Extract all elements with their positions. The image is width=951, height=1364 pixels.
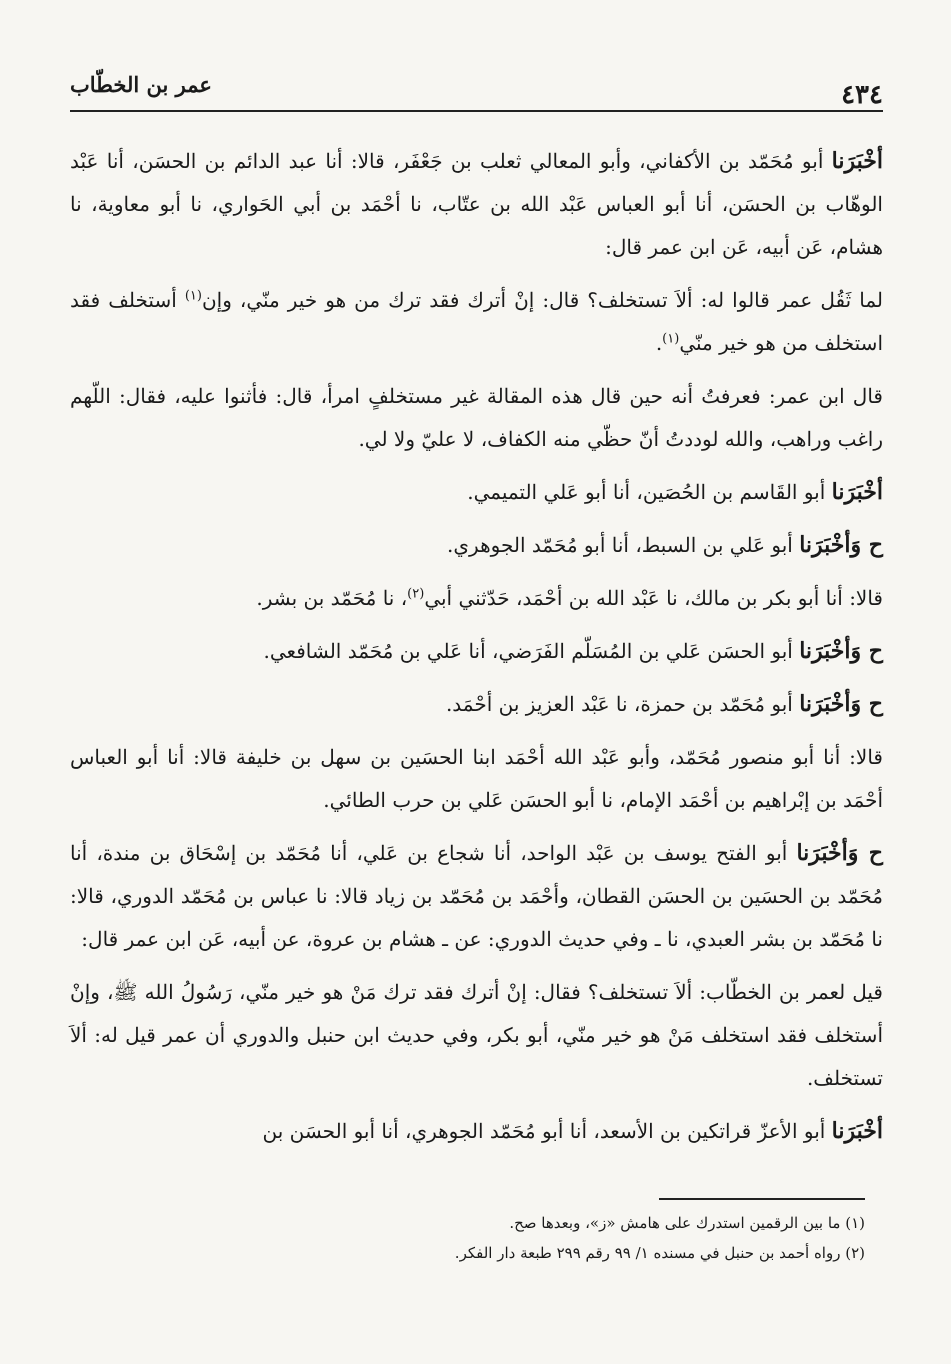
keyword-wa-akhbarana: ح وَأخْبَرَنا	[799, 532, 883, 558]
keyword-wa-akhbarana: ح وَأخْبَرَنا	[799, 691, 883, 717]
running-title: عمر بن الخطّاب	[70, 72, 212, 97]
paragraph-10	[70, 832, 883, 961]
footnote-2: (٢) رواه أحمد بن حنبل في مسنده ١/ ٩٩ رقم ٢٩٩ طبعة دار الفكر.	[454, 1244, 865, 1262]
keyword-akhbarana: أخْبَرَنا	[831, 1118, 883, 1144]
page-header	[70, 66, 883, 112]
paragraph-text: .	[655, 331, 663, 355]
paragraph-3	[70, 375, 883, 461]
paragraph-text: لما ثَقُل عمر قالوا له: ألاَ تستخلف؟ قال: إنْ أترك فقد ترك من هو خير منّي، وإن	[201, 288, 883, 312]
paragraph-2	[70, 279, 883, 365]
paragraph-text: قالا: أنا أبو منصور مُحَمّد، وأبو عَبْد الله أحْمَد ابنا الحسَين بن سهل بن خليفة قالا: أنا أبو العباس أحْمَد بن إبْراهيم بن أحْمَد الإمام، نا أبو الحسَن عَلي بن حرب الطائي.	[70, 745, 883, 812]
paragraph-text: أستخلف فقد استخلف من هو خير منّي	[70, 288, 883, 355]
paragraph-text: أبو الحسَن عَلي بن المُسَلّم الفَرَضي، أنا عَلي بن مُحَمّد الشافعي.	[263, 639, 800, 663]
main-text	[70, 140, 883, 1163]
paragraph-8	[70, 683, 883, 726]
paragraph-text: ، نا مُحَمّد بن بشر.	[256, 586, 408, 610]
paragraph-text: أبو عَلي بن السبط، أنا أبو مُحَمّد الجوهري.	[447, 533, 800, 557]
paragraph-1	[70, 140, 883, 269]
paragraph-12	[70, 1110, 883, 1153]
footnote-ref-2: (٢)	[407, 586, 425, 602]
paragraph-text: أبو الأعزّ قراتكين بن الأسعد، أنا أبو مُحَمّد الجوهري، أنا أبو الحسَن بن	[262, 1119, 832, 1143]
paragraph-5	[70, 524, 883, 567]
page-number: ٤٣٤	[841, 80, 883, 110]
paragraph-text: قيل لعمر بن الخطّاب: ألاَ تستخلف؟ فقال: إنْ أترك فقد ترك مَنْ هو خير منّي، رَسُولُ الله ﷺ، وإنْ أستخلف فقد استخلف مَنْ هو خير منّي، أبو بكر، وفي حديث ابن حنبل والدوري أن عمر قيل له: ألاَ تستخلف.	[70, 980, 883, 1090]
keyword-akhbarana: أخْبَرَنا	[831, 148, 883, 174]
paragraph-text: أبو القَاسم بن الحُصَين، أنا أبو عَلي التميمي.	[467, 480, 832, 504]
paragraph-text: قالا: أنا أبو بكر بن مالك، نا عَبْد الله بن أحْمَد، حَدّثني أبي	[424, 586, 883, 610]
paragraph-11	[70, 971, 883, 1100]
footnotes	[70, 1208, 865, 1268]
paragraph-7	[70, 630, 883, 673]
footnote-ref-1: (١)	[184, 288, 202, 304]
keyword-akhbarana: أخْبَرَنا	[831, 479, 883, 505]
paragraph-text: أبو الفتح يوسف بن عَبْد الواحد، أنا شجاع بن عَلي، أنا مُحَمّد بن إسْحَاق بن مندة، أنا مُحَمّد بن الحسَين بن الحسَن القطان، وأحْمَد بن مُحَمّد بن زياد قالا: نا عباس بن مُحَمّد الدوري، قالا: نا مُحَمّد بن بشر العبدي، نا ـ وفي حديث الدوري: عن ـ هشام بن عروة، عن أبيه، عَن ابن عمر قال:	[70, 841, 884, 951]
keyword-wa-akhbarana: ح وَأخْبَرَنا	[796, 840, 883, 866]
paragraph-text: أبو مُحَمّد بن الأكفاني، وأبو المعالي ثعلب بن جَعْفَر، قالا: أنا عبد الدائم بن الحسَن، أنا عَبْد الوهّاب بن الحسَن، أنا أبو العباس عَبْد الله بن عتّاب، نا أحْمَد بن أبي الحَواري، نا أبو معاوية، نا هشام، عَن أبيه، عَن ابن عمر قال:	[70, 149, 883, 259]
paragraph-6	[70, 577, 883, 620]
footnote-divider	[659, 1198, 865, 1200]
paragraph-9	[70, 736, 883, 822]
paragraph-text: أبو مُحَمّد بن حمزة، نا عَبْد العزيز بن أحْمَد.	[445, 692, 800, 716]
paragraph-text: قال ابن عمر: فعرفتُ أنه حين قال هذه المقالة غير مستخلفٍ امرأ، قال: فأثنوا عليه، فقال: اللّهم راغب وراهب، والله لوددتُ أنّ حظّي منه الكفاف، لا عليّ ولا لي.	[70, 384, 883, 451]
footnote-1: (١) ما بين الرقمين استدرك على هامش «ز»، وبعدها صح.	[509, 1214, 865, 1232]
keyword-wa-akhbarana: ح وَأخْبَرَنا	[799, 638, 883, 664]
footnote-ref-1: (١)	[662, 331, 680, 347]
paragraph-4	[70, 471, 883, 514]
